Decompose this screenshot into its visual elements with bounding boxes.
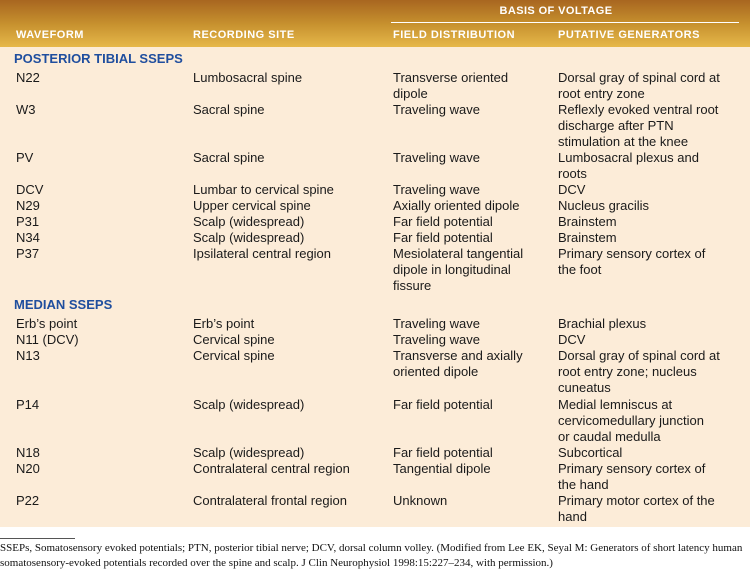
recording-site-cell: Scalp (widespread) (193, 230, 305, 245)
field-distribution-cell: Traveling wave (393, 332, 480, 347)
waveform-cell: N13 (16, 348, 40, 363)
table-footnote: SSEPs, Somatosensory evoked potentials; PTN, posterior tibial nerve; DCV, dorsal column volley. (Modified from Lee EK, Seyal M: Generators of short latency human somatosensory-evoked potentials recorded over the spine and scalp. J Clin Neurophysiol 1998:15:227–234, with permission.) (0, 542, 743, 569)
waveform-cell: N20 (16, 461, 40, 476)
putative-generators-cell: Dorsal gray of spinal cord at root entry zone; nucleus cuneatus (558, 348, 720, 395)
waveform-cell: P37 (16, 246, 40, 261)
waveform-cell: P22 (16, 493, 40, 508)
putative-generators-cell: Primary motor cortex of the hand (558, 493, 715, 524)
recording-site-cell: Scalp (widespread) (193, 397, 305, 412)
recording-site-cell: Contralateral frontal region (193, 493, 347, 508)
col-putative-generators-header: PUTATIVE GENERATORS (558, 29, 700, 41)
field-distribution-cell: Transverse and axially oriented dipole (393, 348, 523, 379)
putative-generators-cell: Primary sensory cortex of the hand (558, 461, 706, 492)
putative-generators-cell: Nucleus gracilis (558, 198, 650, 213)
waveform-cell: DCV (16, 182, 44, 197)
recording-site-cell: Cervical spine (193, 332, 275, 347)
field-distribution-cell: Axially oriented dipole (393, 198, 520, 213)
putative-generators-cell: Dorsal gray of spinal cord at root entry zone (558, 70, 720, 101)
field-distribution-cell: Far field potential (393, 214, 493, 229)
putative-generators-cell: Reflexly evoked ventral root discharge after PTN stimulation at the knee (558, 102, 719, 149)
waveform-cell: N34 (16, 230, 40, 245)
recording-site-cell: Upper cervical spine (193, 198, 311, 213)
putative-generators-cell: DCV (558, 182, 586, 197)
col-field-distribution-header: FIELD DISTRIBUTION (393, 29, 516, 41)
recording-site-cell: Lumbar to cervical spine (193, 182, 334, 197)
waveform-cell: N18 (16, 445, 40, 460)
waveform-cell: N22 (16, 70, 40, 85)
putative-generators-cell: Lumbosacral plexus and roots (558, 150, 699, 181)
field-distribution-cell: Traveling wave (393, 150, 480, 165)
recording-site-cell: Lumbosacral spine (193, 70, 303, 85)
field-distribution-cell: Far field potential (393, 445, 493, 460)
waveform-cell: N11 (DCV) (16, 332, 79, 347)
putative-generators-cell: DCV (558, 332, 586, 347)
recording-site-cell: Cervical spine (193, 348, 275, 363)
waveform-cell: PV (16, 150, 34, 165)
waveform-cell: N29 (16, 198, 40, 213)
waveform-cell: P14 (16, 397, 40, 412)
field-distribution-cell: Tangential dipole (393, 461, 491, 476)
recording-site-cell: Erb’s point (193, 316, 255, 331)
waveform-cell: P31 (16, 214, 40, 229)
waveform-cell: Erb’s point (16, 316, 78, 331)
recording-site-cell: Sacral spine (193, 150, 265, 165)
section-title-median: MEDIAN SSEPS (14, 297, 113, 312)
section-title-posterior-tibial: POSTERIOR TIBIAL SSEPS (14, 51, 183, 66)
basis-rule (391, 22, 739, 23)
putative-generators-cell: Brachial plexus (558, 316, 647, 331)
recording-site-cell: Contralateral central region (193, 461, 350, 476)
field-distribution-cell: Far field potential (393, 230, 493, 245)
col-recording-site-header: RECORDING SITE (193, 29, 295, 41)
recording-site-cell: Ipsilateral central region (193, 246, 332, 261)
field-distribution-cell: Traveling wave (393, 102, 480, 117)
putative-generators-cell: Medial lemniscus at cervicomedullary junction or caudal medulla (558, 397, 704, 444)
putative-generators-cell: Primary sensory cortex of the foot (558, 246, 706, 277)
field-distribution-cell: Mesiolateral tangential dipole in longitudinal fissure (393, 246, 524, 293)
putative-generators-cell: Subcortical (558, 445, 623, 460)
field-distribution-cell: Traveling wave (393, 316, 480, 331)
field-distribution-cell: Traveling wave (393, 182, 480, 197)
recording-site-cell: Scalp (widespread) (193, 214, 305, 229)
recording-site-cell: Sacral spine (193, 102, 265, 117)
field-distribution-cell: Transverse oriented dipole (393, 70, 509, 101)
putative-generators-cell: Brainstem (558, 214, 617, 229)
col-waveform-header: WAVEFORM (16, 29, 84, 41)
footnote-rule (0, 538, 75, 539)
field-distribution-cell: Far field potential (393, 397, 493, 412)
table-header (0, 0, 750, 47)
field-distribution-cell: Unknown (393, 493, 448, 508)
basis-of-voltage-label: BASIS OF VOLTAGE (499, 5, 613, 17)
recording-site-cell: Scalp (widespread) (193, 445, 305, 460)
waveform-cell: W3 (16, 102, 36, 117)
putative-generators-cell: Brainstem (558, 230, 617, 245)
